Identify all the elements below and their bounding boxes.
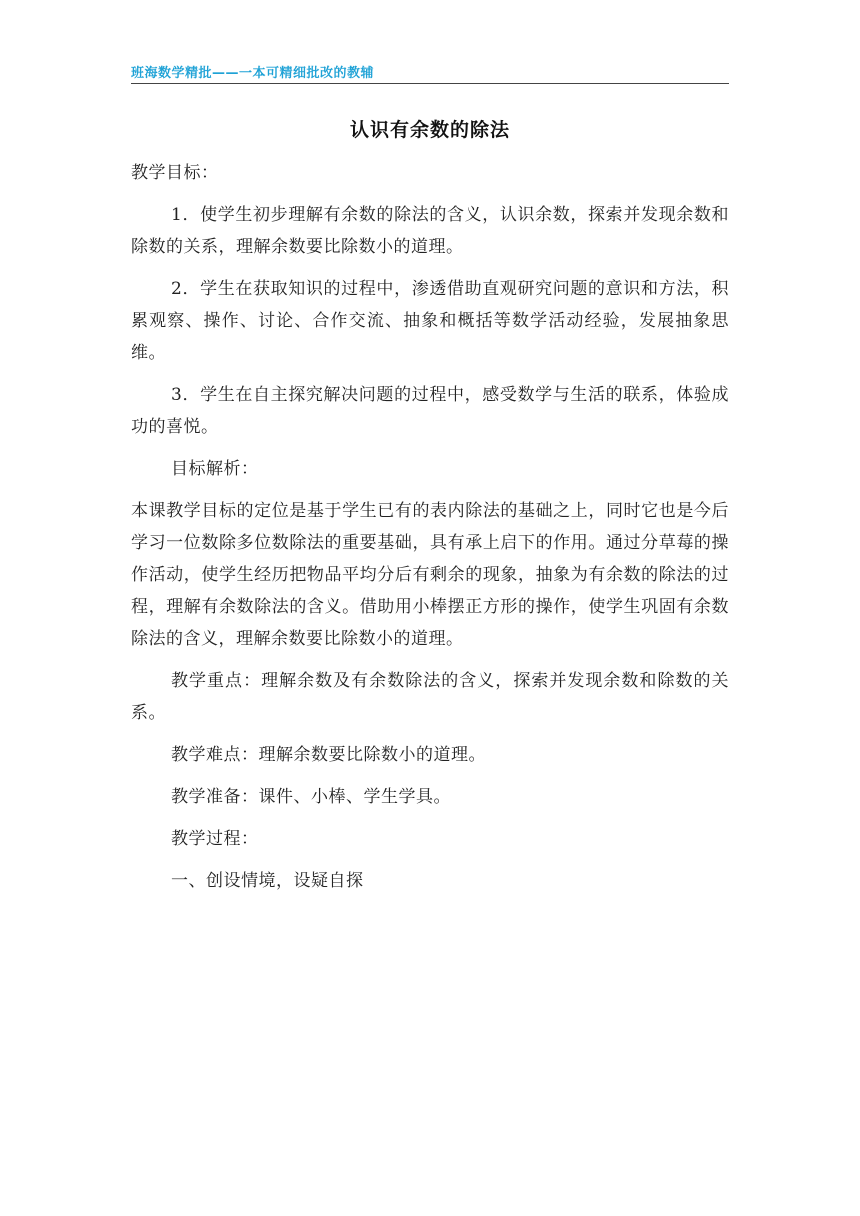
objective-2: 2．学生在获取知识的过程中，渗透借助直观研究问题的意识和方法，积累观察、操作、讨论、合作交流、抽象和概括等数学活动经验，发展抽象思维。 <box>131 279 729 363</box>
teaching-preparation: 教学准备：课件、小棒、学生学具。 <box>171 787 451 807</box>
header-divider <box>131 83 729 84</box>
page-header: 班海数学精批——一本可精细批改的教辅 <box>131 66 375 81</box>
process-step-1: 一、创设情境，设疑自探 <box>171 871 364 891</box>
section-heading-process: 教学过程： <box>171 829 259 849</box>
analysis-paragraph: 本课教学目标的定位是基于学生已有的表内除法的基础之上，同时它也是今后学习一位数除多位数除法的重要基础，具有承上启下的作用。通过分草莓的操作活动，使学生经历把物品平均分后有剩余的现象，抽象为有余数的除法的过程，理解有余数除法的含义。借助用小棒摆正方形的操作，使学生巩固有余数除法的含义，理解余数要比除数小的道理。 <box>131 501 729 649</box>
section-heading-analysis: 目标解析： <box>171 459 259 479</box>
teaching-difficulty: 教学难点：理解余数要比除数小的道理。 <box>171 745 486 765</box>
document-title: 认识有余数的除法 <box>349 119 510 141</box>
objective-3: 3．学生在自主探究解决问题的过程中，感受数学与生活的联系，体验成功的喜悦。 <box>131 385 729 437</box>
teaching-focus: 教学重点：理解余数及有余数除法的含义，探索并发现余数和除数的关系。 <box>131 671 729 723</box>
document-body <box>131 157 729 907</box>
objective-1: 1．使学生初步理解有余数的除法的含义，认识余数，探索并发现余数和除数的关系，理解余数要比除数小的道理。 <box>131 205 729 257</box>
section-heading-objectives: 教学目标： <box>131 163 219 183</box>
